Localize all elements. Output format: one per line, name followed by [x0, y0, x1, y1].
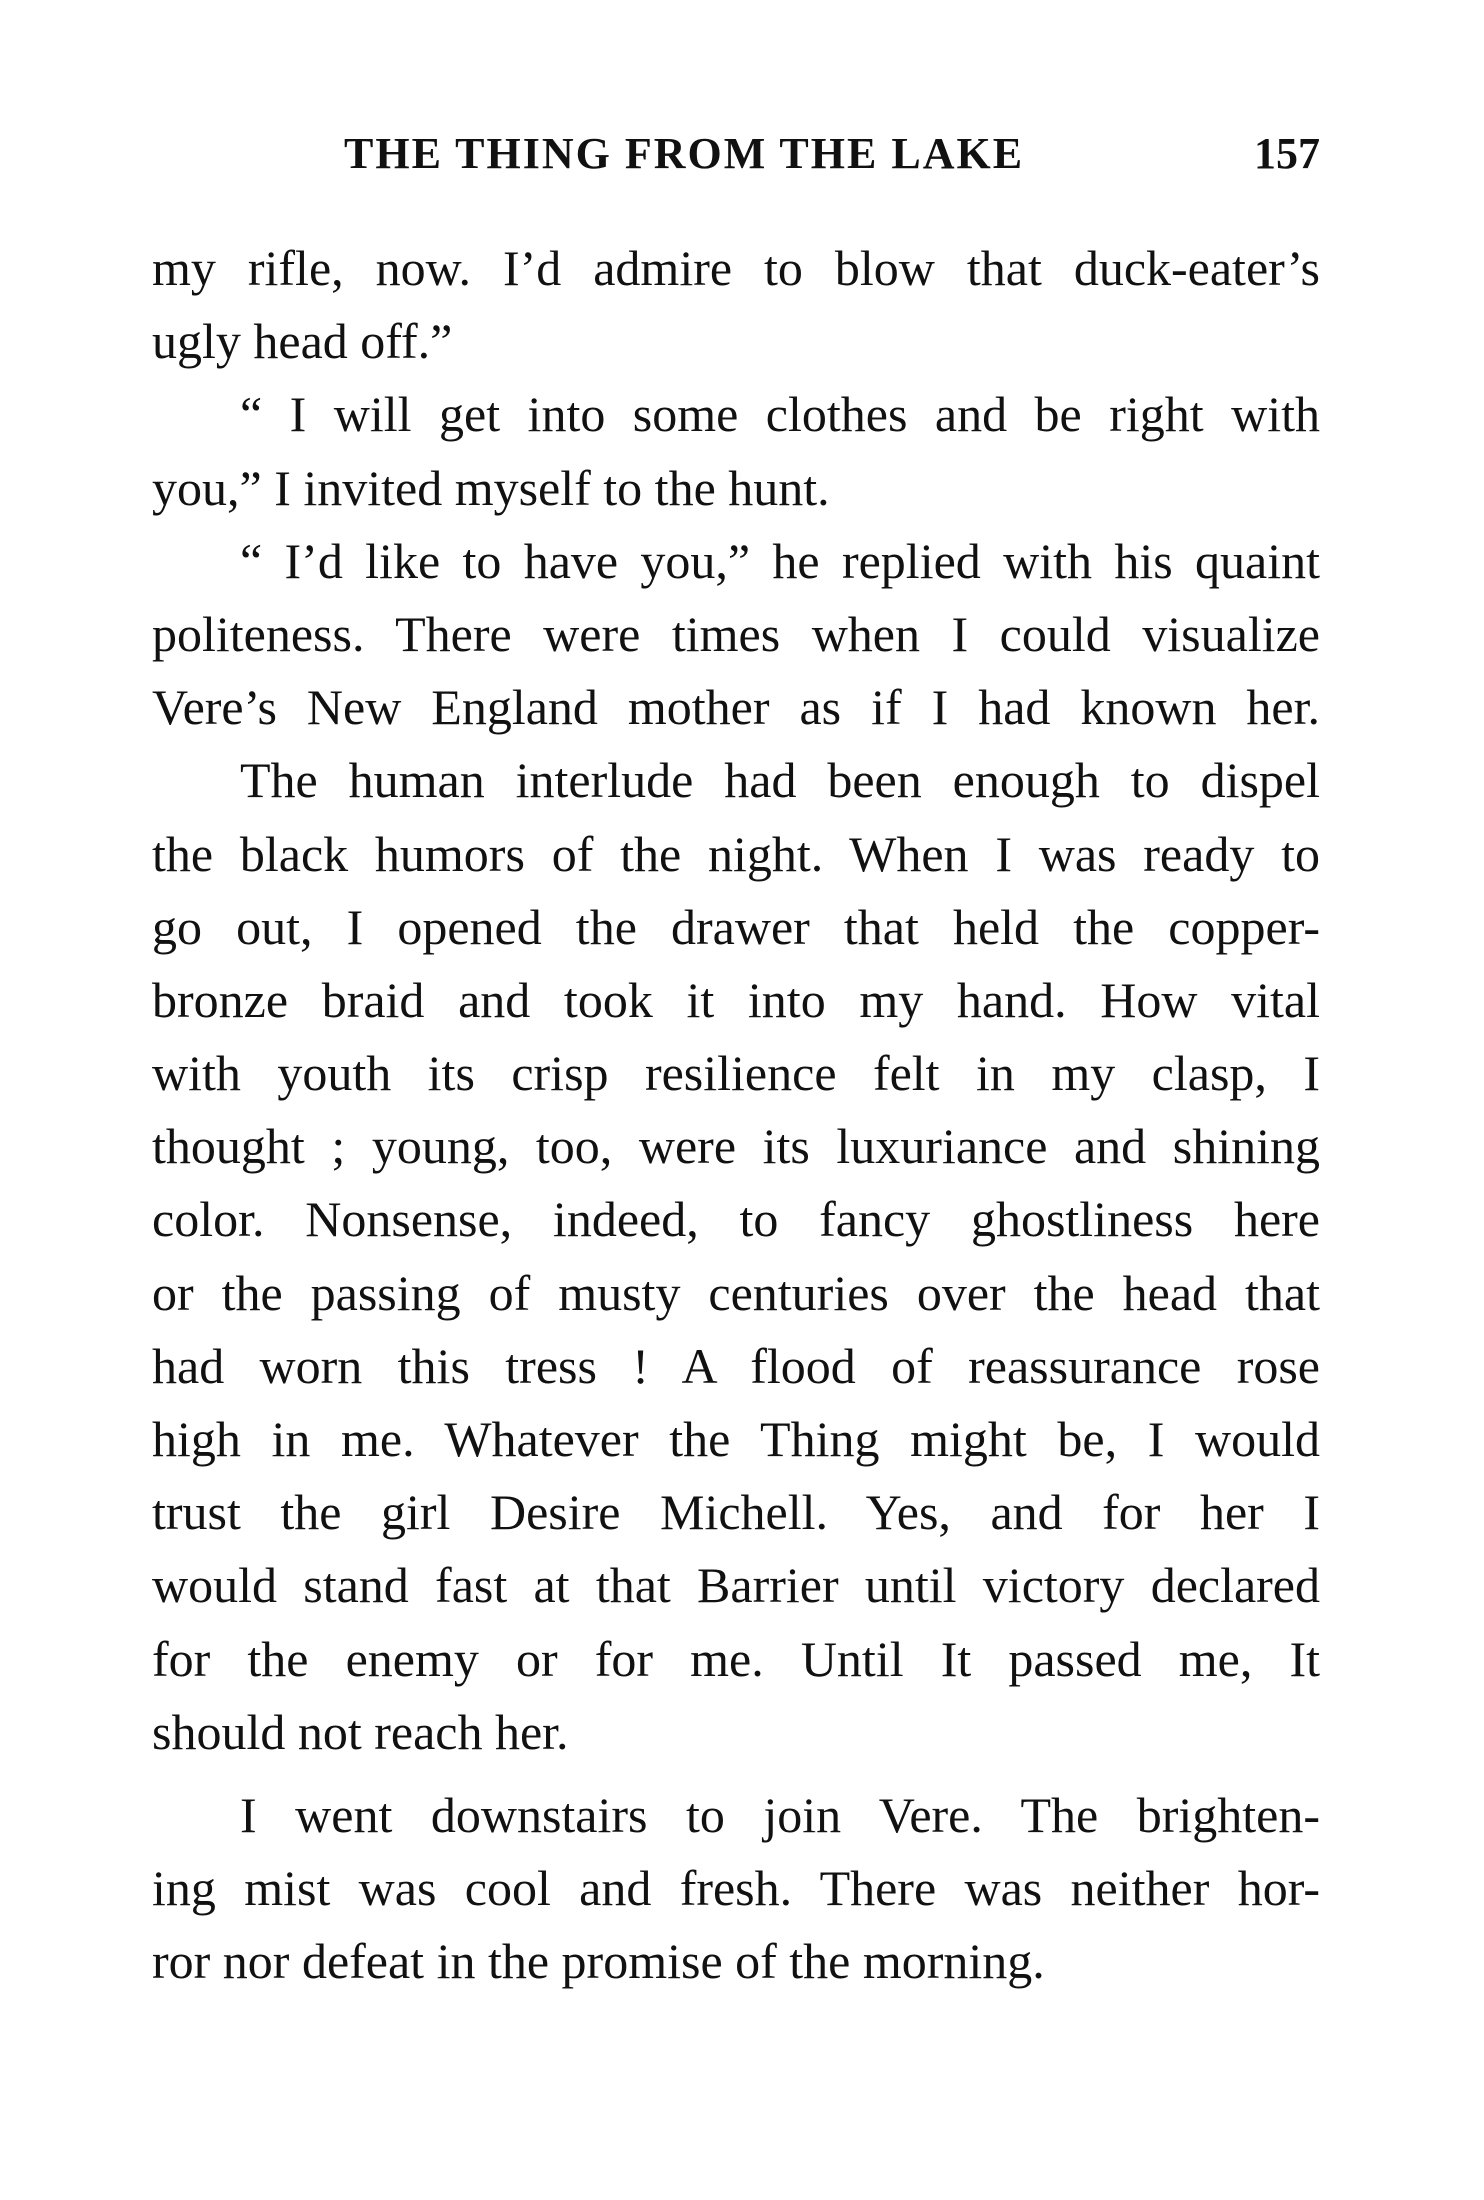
text-line: or the passing of musty centuries over the head that — [152, 1264, 1320, 1321]
text-line: The human interlude had been enough to dispel — [240, 752, 1320, 809]
text-line: had worn this tress ! A flood of reassurance rose — [152, 1337, 1320, 1394]
text-line: with youth its crisp resilience felt in my clasp, I — [152, 1045, 1320, 1102]
text-line: ror nor defeat in the promise of the morning. — [152, 1933, 1045, 1990]
text-line: color. Nonsense, indeed, to fancy ghostliness here — [152, 1191, 1320, 1248]
text-line: ing mist was cool and fresh. There was neither hor- — [152, 1860, 1320, 1917]
text-line: would stand fast at that Barrier until victory declared — [152, 1557, 1320, 1614]
text-line: ugly head off.” — [152, 313, 453, 370]
paragraph-gap — [152, 1769, 1320, 1779]
text-line: you,” I invited myself to the hunt. — [152, 459, 830, 516]
text-line: trust the girl Desire Michell. Yes, and for her I — [152, 1484, 1320, 1541]
text-line: high in me. Whatever the Thing might be, I would — [152, 1411, 1320, 1467]
body-text — [152, 232, 1320, 1999]
text-line: Vere’s New England mother as if I had known her. — [152, 679, 1320, 736]
text-line: politeness. There were times when I could visualize — [152, 605, 1320, 662]
chapter-title: THE THING FROM THE LAKE — [344, 129, 1025, 178]
text-line: “ I will get into some clothes and be right with — [240, 386, 1320, 443]
text-line: I went downstairs to join Vere. The brighten- — [240, 1786, 1320, 1843]
text-line: thought ; young, too, were its luxuriance and shining — [152, 1118, 1320, 1175]
text-line: the black humors of the night. When I was ready to — [152, 825, 1320, 882]
text-line: for the enemy or for me. Until It passed me, It — [152, 1630, 1320, 1687]
page-number: 157 — [1254, 129, 1320, 178]
text-line: go out, I opened the drawer that held the copper- — [152, 898, 1320, 955]
running-head — [152, 128, 1320, 188]
text-line: bronze braid and took it into my hand. How vital — [152, 971, 1320, 1028]
text-line: “ I’d like to have you,” he replied with his quaint — [240, 532, 1320, 589]
text-line: my rifle, now. I’d admire to blow that duck-eater’s — [152, 240, 1320, 296]
text-line: should not reach her. — [152, 1703, 569, 1760]
